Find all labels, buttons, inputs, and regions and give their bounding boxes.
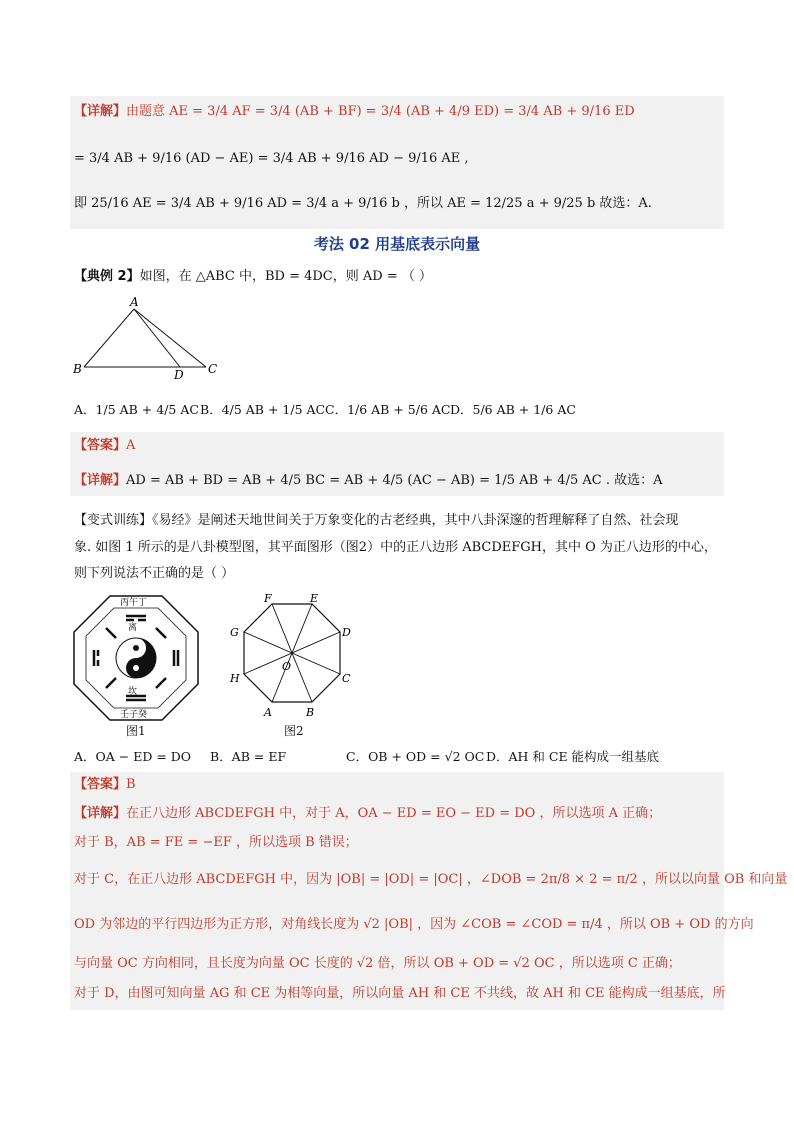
option-a[interactable]: A．1/5 AB + 4/5 AC [74,402,199,417]
center-o: O [282,660,292,673]
variant-detail-tag: 【详解】 [74,806,127,821]
bagua-figure [70,592,202,722]
variant-detail-4: OD 为邻边的平行四边形为正方形，对角线长度为 √2 |OB| ，因为 ∠COB = ∠COD = π/4 ，所以 OB + OD 的方向 [74,917,754,932]
variant-answer-tag: 【答案】 [74,777,127,792]
vertex-g: G [230,626,239,639]
outer-label-s: 丙午丁 [120,598,148,608]
variant-detail-6: 对于 D，由图可知向量 AG 和 CE 为相等向量，所以向量 AH 和 CE 不共线，故 AH 和 CE 能构成一组基底，所 [74,986,726,1001]
variant-option-a[interactable]: A．OA − ED = DO [74,749,192,764]
variant-answer-value: B [126,777,136,792]
label-c: C [208,362,218,376]
solution-text-1: 由题意 AE = 3/4 AF = 3/4 (AB + BF) = 3/4 (AB + 4/9 ED) = 3/4 AB + 9/16 ED [126,104,635,119]
variant-detail-text-1: 在正八边形 ABCDEFGH 中，对于 A，OA − ED = EO − ED = DO ，所以选项 A 正确； [126,806,662,821]
variant-detail-1 [74,805,661,823]
answer-tag: 【答案】 [74,438,127,453]
example2-tag: 【典例 2】 [74,269,140,284]
detail-line-2 [74,472,662,490]
example2-question [74,268,432,286]
answer-line-3 [74,776,136,794]
answer-value: A [126,438,136,453]
variant-line-3: 则下列说法不正确的是（ ） [74,566,235,581]
vertex-b: B [306,706,315,719]
outer-label-n: 壬子癸 [120,710,148,720]
option-b[interactable]: B．4/5 AB + 1/5 AC [200,402,326,417]
vertex-e: E [310,592,319,605]
vertex-d: D [342,626,351,639]
variant-text-1: 《易经》是阐述天地世间关于万象变化的古老经典，其中八卦深邃的哲理解释了自然、社会现 [152,513,679,528]
triangle-figure [70,295,230,380]
detail-tag: 【详解】 [74,104,127,119]
section-title: 考法 02 用基底表示向量 [313,235,481,253]
solution-line-3: 即 25/16 AE = 3/4 AB + 9/16 AD = 3/4 a + 9/16 b ，所以 AE = 12/25 a + 9/25 b 故选：A. [74,196,652,211]
fig2-caption: 图2 [284,724,304,738]
vertex-a: A [264,706,272,719]
detail-tag-2: 【详解】 [74,473,127,488]
variant-detail-5: 与向量 OC 方向相同，且长度为向量 OC 长度的 √2 倍，所以 OB + OD = √2 OC ，所以选项 C 正确； [74,956,681,971]
answer-line-2 [74,437,135,455]
variant-detail-3: 对于 C，在正八边形 ABCDEFGH 中，因为 |OB| = |OD| = |OC| ，∠DOB = 2π/8 × 2 = π/2 ，所以以向量 OB 和向量 [74,872,788,887]
example2-text: 如图，在 △ABC 中，BD = 4DC，则 AD = （ ） [139,269,432,284]
fig1-caption: 图1 [126,724,146,738]
trigram-kan: 坎 [128,687,138,697]
variant-detail-2: 对于 B，AB = FE = −EF ，所以选项 B 错误； [74,835,358,850]
variant-line-2: 象. 如图 1 所示的是八卦模型图，其平面图形（图2）中的正八边形 ABCDEFGH，其中 O 为正八边形的中心， [74,540,717,555]
solution-line-2: = 3/4 AB + 9/16 (AD − AE) = 3/4 AB + 9/16 AD − 9/16 AE , [74,151,469,166]
label-d: D [174,368,184,380]
variant-tag: 【变式训练】 [74,513,153,528]
label-a: A [130,295,139,309]
variant-option-c[interactable]: C．OB + OD = √2 OC [346,749,485,764]
label-b: B [73,362,82,376]
variant-option-d[interactable]: D．AH 和 CE 能构成一组基底 [486,749,660,764]
vertex-c: C [342,672,351,685]
trigram-li: 离 [128,623,138,633]
vertex-f: F [264,592,272,605]
option-c[interactable]: C．1/6 AB + 5/6 AC [325,402,451,417]
octagon-figure [222,592,362,722]
variant-line-1 [74,512,679,530]
variant-option-b[interactable]: B．AB = EF [210,749,287,764]
vertex-h: H [230,672,240,685]
solution-line-1 [74,103,635,121]
option-d[interactable]: D．5/6 AB + 1/6 AC [450,402,576,417]
detail-text-2: AD = AB + BD = AB + 4/5 BC = AB + 4/5 (AC − AB) = 1/5 AB + 4/5 AC . 故选：A [126,473,663,488]
